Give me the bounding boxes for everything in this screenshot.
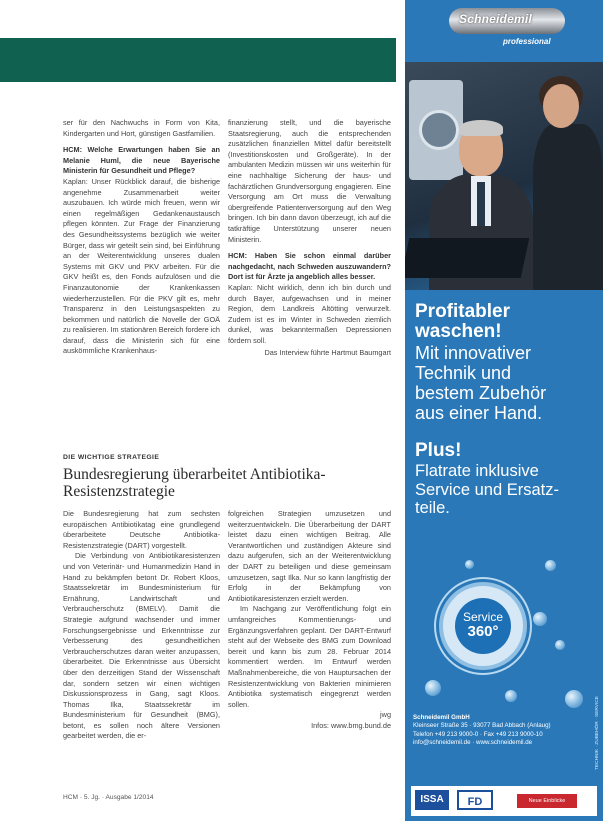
advertisement	[405, 0, 603, 821]
interview-answer: Kaplan: Nicht wirklich, denn ich bin durch und durch Bayer, aufgewachsen und in meiner Region, dem Landkreis Altötting verwurzelt. Zudem ist es im Winter in Schweden ziemlich dunkel, was bekanntermaßen Depressionen fördern soll.	[228, 282, 391, 345]
company-name: Schneidemil GmbH	[413, 714, 470, 721]
interview-signature: Das Interview führte Hartmut Baumgart	[264, 348, 391, 358]
badge-line-1: Service	[462, 610, 503, 624]
brand-sub: professional	[503, 37, 551, 46]
red-badge-logo: Neue Einblicke	[517, 794, 577, 808]
company-web[interactable]: info@schneidemil.de · www.schneidemil.de	[413, 739, 533, 747]
service-360-badge	[439, 582, 527, 670]
interview-paragraph: finanzierung stellt, und die bayerische Staatsregierung, auch die entsprechenden zusätzlichen finanziellen Mittel dafür bereitstellt (Investitionskosten und Großgeräte). In der ambulanten Medizin müssen wir uns weiterhin für eine nachhaltige Sicherung der haus- und fachärztlichen Grundversorgung engagieren. Eine Versorgung am Ort muss die Verwaltung übergreifende Patientenversorgung auf den Weg bringen. Ich bin dann davon überzeugt, ich auf die tatkräftige Unterstützung unserer neuen Ministerin.	[228, 118, 391, 244]
water-drop-icon	[555, 640, 565, 650]
vertical-claim: TECHNIK · ZUBEHÖR · SERVICE	[595, 696, 600, 771]
water-drop-icon	[425, 680, 441, 696]
article-paragraph: folgreichen Strategien umzusetzen und weiterzuentwickeln. Die Überarbeitung der DART leistet dazu einen wichtigen Beitrag. Alle Verantwortlichen und zuständigen Akteure sind dazu aufgerufen, sich an der Weiterentwicklung der DART zu beteiligen und diese gemeinsam umzusetzen, sagt Ilka. Nur so kann langfristig der Erfolg in der Bekämpfung von Antibiotikaresistenzen erzielt werden.	[228, 509, 391, 603]
water-drop-icon	[533, 612, 547, 626]
interview-paragraph: ser für den Nachwuchs in Form von Kita, Kindergarten und Hort, günstigen Gastfamilien.	[63, 118, 220, 138]
ad-photo	[405, 62, 603, 290]
article-column-c	[63, 509, 220, 782]
interview-column-b	[228, 118, 391, 448]
brand-logo	[449, 6, 569, 50]
fd-logo: FD	[457, 790, 493, 810]
ad-body-line: Service und Ersatz-	[415, 480, 559, 499]
ad-body-line: Mit innovativer	[415, 343, 532, 363]
ad-body-2	[415, 462, 601, 518]
interview-question: HCM: Welche Erwartungen haben Sie an Melanie Huml, die neue Bayerische Ministerin für Gesundheit und Pflege?	[63, 145, 220, 176]
header-band	[0, 38, 396, 82]
ad-headline-2: Plus!	[415, 440, 462, 461]
water-drop-icon	[545, 560, 556, 571]
page-footer: HCM · 5. Jg. · Ausgabe 1/2014	[63, 794, 154, 801]
article-headline	[63, 466, 393, 500]
company-phone: Telefon +49 213 9000-0 · Fax +49 213 9000-10	[413, 730, 543, 738]
company-street: Kleinseer Straße 35 · 93077 Bad Abbach (Anlaug)	[413, 722, 551, 730]
ad-headline-line: Profitabler	[415, 301, 511, 322]
ad-headline-line: waschen!	[415, 320, 502, 342]
interview-question: HCM: Haben Sie schon einmal darüber nachgedacht, nach Schweden auszuwandern? Dort ist für Ärzte ja angeblich alles besser.	[228, 251, 391, 282]
ad-body-line: Flatrate inklusive	[415, 462, 539, 480]
ad-body	[415, 343, 601, 423]
water-drop-icon	[465, 560, 474, 569]
woman-figure	[533, 70, 603, 290]
ad-body-line: Technik und	[415, 363, 512, 383]
company-address	[413, 714, 601, 748]
article-paragraph: Die Verbindung von Antibiotikaresistenzen und von Veterinär- und Humanmedizin Hand in Hand zu bekämpfen betont Dr. Robert Kloos, Staatssekretär im Bundesministerium für Ernährung, Landwirtschaft und Verbraucherschutz (BMELV). Damit die Strategie aufgrund wachsender und immer Forschungsergebnisse und Erkenntnisse zur Verbesserung des gesundheitlichen Verbraucherschutzes daran weiter anzupassen, überarbeitet. Die Erkenntnisse aus Übersicht über den derzeitigen Stand der Wissenschaft dar, sondern setzen wir einen wichtigen Diskussionsprozess in Gang, sagt Kloos. Thomas Ilka, Staatssekretär im Bundesministerium für Gesundheit (BMG), betont, es sollen noch ältere Versionen gearbeitet werden, die er-	[63, 551, 220, 741]
water-drop-icon	[565, 690, 583, 708]
ad-body-line: aus einer Hand.	[415, 403, 543, 423]
issa-logo: ISSA	[415, 790, 449, 810]
headline-line-2: Resistenzstrategie	[63, 483, 175, 500]
article-info-link: Infos: www.bmg.bund.de	[311, 720, 391, 730]
brand-name: Schneidemil	[459, 12, 532, 26]
headline-line-1: Bundesregierung überarbeitet Antibiotika-	[63, 466, 326, 483]
article-paragraph: Im Nachgang zur Veröffentlichung folgt ein umfangreiches Kommentierungs- und Ergänzungsverfahren geplant. Der DART-Entwurf steht auf der Webseite des BMG zum Download bereit und kann bis zum 28. Februar 2014 kommentiert werden. Im Entwurf werden Maßnahmenbereiche, die von Hauptursachen der Resistenzentwicklung von Bakterien minimieren Antibiotika systematisch eingegrenzt werden sollen.	[228, 604, 391, 709]
interview-answer: Kaplan: Unser Rückblick darauf, die bisherige angenehme Zusammenarbeit weiter auszubauen. Ich würde mich freuen, wenn wir einen regelmäßigen Gedankenaustausch pflegen könnten. Zur Frage der Finanzierung des Gesundheitssystems bezüglich wie weiter Bürger, dass wir geteilt sein sind, bei Einführung an der Weiterentwicklung unseres dualen Systems mit GKV und PKV arbeiten. Für die GKV heißt es, den Fonds aufzulösen und die Finanzautonomie der Krankenkassen wiederherzustellen. Für die PKV gilt es, mehr Transparenz in den Leistungsaspekten zu bekommen und natürlich die Novelle der GOÄ zu realisieren. Im stationären Bereich fordere ich darauf, dass die Ministerin sich für eine auskömmliche Krankenhaus-	[63, 176, 220, 356]
article-paragraph: Die Bundesregierung hat zum sechsten europäischen Antibiotikatag eine grundlegend überarbeitete Deutsche Antibiotika-Resistenzstrategie (DART) vorgestellt.	[63, 509, 220, 550]
article-kicker: DIE WICHTIGE STRATEGIE	[63, 454, 160, 461]
interview-column-a	[63, 118, 220, 441]
article-source: jwg	[380, 710, 391, 720]
article-column-d	[228, 509, 391, 784]
laptop-icon	[405, 238, 529, 278]
partner-logos	[411, 786, 597, 816]
ad-body-line: bestem Zubehör	[415, 383, 547, 403]
badge-line-2: 360°	[467, 623, 499, 640]
water-drop-icon	[505, 690, 517, 702]
ad-headline	[415, 302, 510, 341]
ad-body-line: teile.	[415, 499, 450, 517]
